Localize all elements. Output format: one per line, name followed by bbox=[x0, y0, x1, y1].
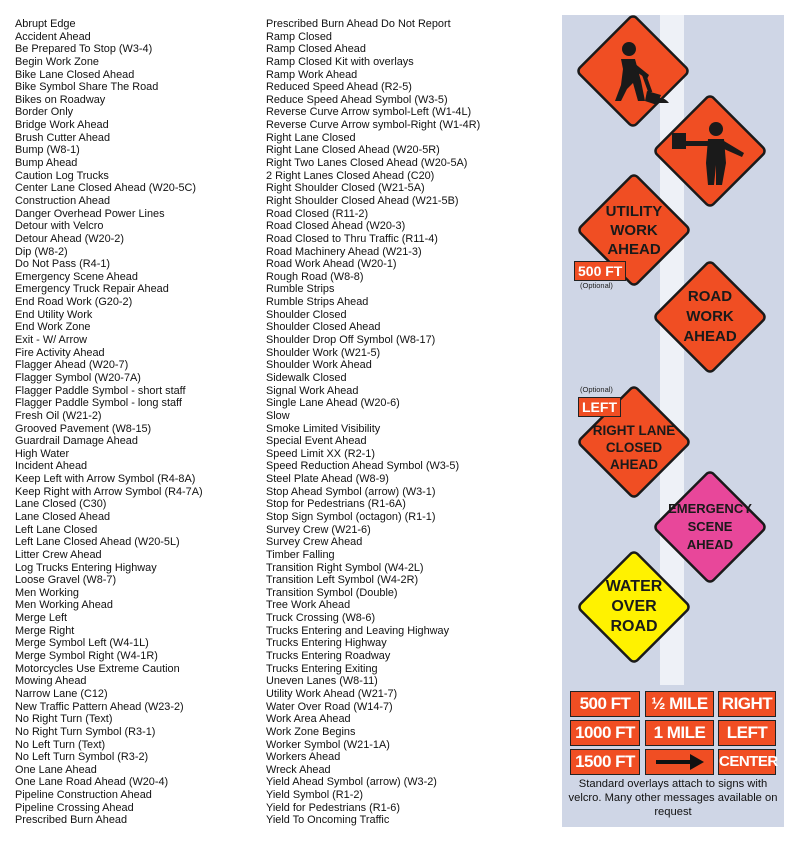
sign-list-item: Right Lane Closed bbox=[266, 131, 356, 144]
sign-list-item: No Left Turn Symbol (R3-2) bbox=[15, 751, 149, 764]
sign-list-item: Survey Crew Ahead bbox=[266, 536, 363, 549]
direction-tag-left: LEFT bbox=[578, 397, 621, 417]
sign-list-item: Fire Activity Ahead bbox=[15, 346, 105, 359]
plate-500ft: 500 FT bbox=[570, 691, 640, 717]
emergency-line-3: AHEAD bbox=[686, 537, 734, 552]
sign-list-item: Bridge Work Ahead bbox=[15, 119, 109, 132]
sign-list-item: Utility Work Ahead (W21-7) bbox=[266, 687, 398, 700]
sign-list-item: Tree Work Ahead bbox=[266, 599, 351, 612]
plate-1500ft: 1500 FT bbox=[570, 749, 640, 775]
sign-list-item: Yield for Pedestrians (R1-6) bbox=[266, 801, 400, 814]
road-work-line-1: ROAD bbox=[687, 288, 733, 305]
sign-list-item: Survey Crew (W21-6) bbox=[266, 523, 371, 536]
sign-list-item: Ramp Closed Kit with overlays bbox=[266, 55, 414, 68]
sign-list-item: Uneven Lanes (W8-11) bbox=[266, 675, 378, 688]
sign-list-item: Shoulder Closed Ahead bbox=[266, 321, 381, 334]
sign-list-item: Road Closed Ahead (W20-3) bbox=[266, 220, 406, 233]
sign-list-item: Speed Limit XX (R2-1) bbox=[266, 447, 375, 460]
sign-list-item: One Lane Ahead bbox=[15, 763, 97, 776]
sign-list-item: New Traffic Pattern Ahead (W23-2) bbox=[15, 700, 184, 713]
sign-list-item: Work Zone Begins bbox=[266, 725, 356, 738]
road-work-ahead-sign bbox=[648, 255, 772, 379]
sign-list-column-1 bbox=[15, 18, 203, 827]
sign-list-item: Brush Cutter Ahead bbox=[15, 131, 111, 144]
sign-list-item: Ramp Closed bbox=[266, 30, 332, 43]
sign-list-item: Reduce Speed Ahead Symbol (W3-5) bbox=[266, 93, 448, 106]
sign-list-item: Trucks Entering Roadway bbox=[266, 650, 391, 663]
sign-list-item: Flagger Paddle Symbol - short staff bbox=[15, 384, 186, 397]
plate-left: LEFT bbox=[718, 720, 776, 746]
utility-line-1: UTILITY bbox=[605, 202, 663, 220]
right-arrow-icon bbox=[646, 750, 713, 774]
sign-list-item: Prescribed Burn Ahead Do Not Report bbox=[266, 18, 451, 30]
sign-list-item: Guardrail Damage Ahead bbox=[15, 435, 138, 448]
water-over-road-sign bbox=[572, 545, 696, 669]
sign-list-item: Narrow Lane (C12) bbox=[15, 687, 108, 700]
sign-list-item: Stop for Pedestrians (R1-6A) bbox=[266, 498, 406, 511]
optional-label-2: (Optional) bbox=[580, 385, 613, 394]
sign-list-item: Road Work Ahead (W20-1) bbox=[266, 258, 397, 271]
sign-list-item: Bikes on Roadway bbox=[15, 93, 106, 106]
sign-list-item: Exit - W/ Arrow bbox=[15, 334, 88, 347]
sign-list-item: Flagger Symbol (W20-7A) bbox=[15, 371, 141, 384]
sign-list-item: Shoulder Drop Off Symbol (W8-17) bbox=[266, 334, 436, 347]
sign-list-item: Timber Falling bbox=[266, 548, 335, 561]
sign-list-item: Bump (W8-1) bbox=[15, 144, 80, 157]
sign-list-item: Detour Ahead (W20-2) bbox=[15, 232, 124, 245]
water-line-2: OVER bbox=[611, 598, 657, 615]
sign-list-item: Single Lane Ahead (W20-6) bbox=[266, 397, 400, 410]
sign-list-item: Shoulder Closed bbox=[266, 308, 347, 321]
water-line-3: ROAD bbox=[610, 618, 658, 635]
sign-list-item: Yield To Oncoming Traffic bbox=[266, 814, 390, 827]
sign-list-item: Shoulder Work Ahead bbox=[266, 359, 372, 372]
sign-list-item: Smoke Limited Visibility bbox=[266, 422, 381, 435]
sign-list-item: Left Lane Closed Ahead (W20-5L) bbox=[15, 536, 180, 549]
sign-list-column-2 bbox=[266, 18, 480, 827]
sign-list-item: Pipeline Construction Ahead bbox=[15, 789, 152, 802]
sign-list-item: Lane Closed (C30) bbox=[15, 498, 107, 511]
sign-list-item: Mowing Ahead bbox=[15, 675, 87, 688]
sign-list-item: Loose Gravel (W8-7) bbox=[15, 574, 117, 587]
sign-list-item: Merge Symbol Right (W4-1R) bbox=[15, 650, 158, 663]
sign-list-item: High Water bbox=[15, 447, 70, 460]
sign-list-item: Prescribed Burn Ahead bbox=[15, 814, 128, 827]
sign-list-item: Be Prepared To Stop (W3-4) bbox=[15, 43, 153, 56]
sign-list-item: Bike Lane Closed Ahead bbox=[15, 68, 135, 81]
sign-list-item: Truck Crossing (W8-6) bbox=[266, 612, 376, 625]
sign-list-item: Sidewalk Closed bbox=[266, 371, 347, 384]
sign-list-item: Road Closed to Thru Traffic (R11-4) bbox=[266, 232, 438, 245]
sign-list-item: Wreck Ahead bbox=[266, 763, 331, 776]
right-lane-line-1: RIGHT LANE bbox=[592, 422, 676, 438]
sign-list-item: Incident Ahead bbox=[15, 460, 88, 473]
sign-list-item: Bike Symbol Share The Road bbox=[15, 81, 159, 94]
sign-list-item: End Utility Work bbox=[15, 308, 93, 321]
sign-list-item: Stop Ahead Symbol (arrow) (W3-1) bbox=[266, 485, 436, 498]
sign-list-item: Reverse Curve Arrow symbol-Right (W1-4R) bbox=[266, 119, 481, 132]
sign-list-item: Do Not Pass (R4-1) bbox=[15, 258, 111, 271]
sign-list-item: Right Shoulder Closed Ahead (W21-5B) bbox=[266, 194, 459, 207]
sign-list-item: Worker Symbol (W21-1A) bbox=[266, 738, 390, 751]
sign-list-item: No Left Turn (Text) bbox=[15, 738, 106, 751]
water-line-1: WATER bbox=[605, 578, 663, 595]
sign-list-item: Transition Symbol (Double) bbox=[266, 586, 398, 599]
sign-list-item: Yield Symbol (R1-2) bbox=[266, 789, 364, 802]
sign-list-item: Trucks Entering Exiting bbox=[266, 662, 378, 675]
sign-list-item: Ramp Closed Ahead bbox=[266, 43, 366, 56]
sign-list-item: Motorcycles Use Extreme Caution bbox=[15, 662, 180, 675]
emergency-line-2: SCENE bbox=[687, 519, 733, 534]
sign-list-item: Emergency Truck Repair Ahead bbox=[15, 283, 169, 296]
right-lane-line-2: CLOSED bbox=[605, 439, 663, 455]
sign-list-item: Steel Plate Ahead (W8-9) bbox=[266, 473, 389, 486]
overlay-note: Standard overlays attach to signs with velcro. Many other messages available on request bbox=[568, 778, 778, 818]
sign-list-item: Signal Work Ahead bbox=[266, 384, 359, 397]
sign-list-item: Special Event Ahead bbox=[266, 435, 367, 448]
utility-line-2: WORK bbox=[610, 221, 658, 239]
sign-list-item: Rough Road (W8-8) bbox=[266, 270, 364, 283]
sign-list-item: One Lane Road Ahead (W20-4) bbox=[15, 776, 169, 789]
sign-list-item: Accident Ahead bbox=[15, 30, 91, 43]
plate-center: CENTER bbox=[718, 749, 776, 775]
sign-list-item: Flagger Paddle Symbol - long staff bbox=[15, 397, 182, 410]
sign-list-item: Work Area Ahead bbox=[266, 713, 351, 726]
sign-list-item: Workers Ahead bbox=[266, 751, 341, 764]
distance-tag-500ft: 500 FT bbox=[574, 261, 626, 281]
sign-list-item: 2 Right Lanes Closed Ahead (C20) bbox=[266, 169, 435, 182]
sign-list-item: Keep Right with Arrow Symbol (R4-7A) bbox=[15, 485, 203, 498]
sign-list-item: No Right Turn (Text) bbox=[15, 713, 113, 726]
optional-label: (Optional) bbox=[580, 281, 613, 290]
sign-list-item: Right Two Lanes Closed Ahead (W20-5A) bbox=[266, 157, 468, 170]
plate-arrow bbox=[645, 749, 714, 775]
sign-list-item: Yield Ahead Symbol (arrow) (W3-2) bbox=[266, 776, 437, 789]
sign-list-item: Ramp Work Ahead bbox=[266, 68, 358, 81]
sign-list-item: Pipeline Crossing Ahead bbox=[15, 801, 134, 814]
emergency-line-1: EMERGENCY bbox=[668, 501, 752, 516]
sign-list-item: End Road Work (G20-2) bbox=[15, 296, 133, 309]
sign-list-item: Begin Work Zone bbox=[15, 55, 99, 68]
sign-list-item: Stop Sign Symbol (octagon) (R1-1) bbox=[266, 510, 436, 523]
road-work-line-3: AHEAD bbox=[683, 328, 737, 345]
sign-list-item: Litter Crew Ahead bbox=[15, 548, 102, 561]
sign-list-item: Rumble Strips Ahead bbox=[266, 296, 369, 309]
sign-list-item: Right Lane Closed Ahead (W20-5R) bbox=[266, 144, 440, 157]
sign-list-item: Reverse Curve Arrow symbol-Left (W1-4L) bbox=[266, 106, 472, 119]
sign-list-item: Lane Closed Ahead bbox=[15, 510, 111, 523]
sign-list-item: End Work Zone bbox=[15, 321, 91, 334]
sign-list-item: No Right Turn Symbol (R3-1) bbox=[15, 725, 156, 738]
sign-list-item: Rumble Strips bbox=[266, 283, 335, 296]
sign-list-item: Caution Log Trucks bbox=[15, 169, 109, 182]
sign-list-item: Reduced Speed Ahead (R2-5) bbox=[266, 81, 412, 94]
sign-list-item: Trucks Entering and Leaving Highway bbox=[266, 624, 450, 637]
plate-1000ft: 1000 FT bbox=[570, 720, 640, 746]
sign-list-item: Right Shoulder Closed (W21-5A) bbox=[266, 182, 425, 195]
sign-list-item: Grooved Pavement (W8-15) bbox=[15, 422, 152, 435]
sign-list-item: Merge Right bbox=[15, 624, 75, 637]
sign-list-item: Abrupt Edge bbox=[15, 18, 76, 30]
sign-list-item: Center Lane Closed Ahead (W20-5C) bbox=[15, 182, 197, 195]
sign-list-item: Merge Left bbox=[15, 612, 68, 625]
sign-list-item: Transition Right Symbol (W4-2L) bbox=[266, 561, 424, 574]
right-lane-line-3: AHEAD bbox=[609, 456, 658, 472]
sign-list-item: Emergency Scene Ahead bbox=[15, 270, 138, 283]
sign-list-item: Shoulder Work (W21-5) bbox=[266, 346, 381, 359]
plate-half-mile: ½ MILE bbox=[645, 691, 714, 717]
sign-list-item: Transition Left Symbol (W4-2R) bbox=[266, 574, 419, 587]
sign-list-item: Danger Overhead Power Lines bbox=[15, 207, 165, 220]
sign-list-item: Fresh Oil (W21-2) bbox=[15, 409, 102, 422]
sign-list-item: Flagger Ahead (W20-7) bbox=[15, 359, 129, 372]
utility-line-3: AHEAD bbox=[607, 240, 661, 258]
sign-list-item: Left Lane Closed bbox=[15, 523, 98, 536]
plate-right: RIGHT bbox=[718, 691, 776, 717]
sign-list-item: Trucks Entering Highway bbox=[266, 637, 387, 650]
sign-list-item: Log Trucks Entering Highway bbox=[15, 561, 157, 574]
sign-list-item: Detour with Velcro bbox=[15, 220, 104, 233]
sign-list-item: Dip (W8-2) bbox=[15, 245, 68, 258]
sign-list-item: Border Only bbox=[15, 106, 74, 119]
sign-list-item: Slow bbox=[266, 409, 290, 422]
sign-list-item: Merge Symbol Left (W4-1L) bbox=[15, 637, 149, 650]
sign-list-item: Road Closed (R11-2) bbox=[266, 207, 369, 220]
sign-list-item: Speed Reduction Ahead Symbol (W3-5) bbox=[266, 460, 460, 473]
road-work-line-2: WORK bbox=[686, 308, 734, 325]
sign-list-item: Water Over Road (W14-7) bbox=[266, 700, 393, 713]
sign-list-item: Keep Left with Arrow Symbol (R4-8A) bbox=[15, 473, 196, 486]
plate-1-mile: 1 MILE bbox=[645, 720, 714, 746]
sign-list-item: Construction Ahead bbox=[15, 194, 111, 207]
sign-list-item: Bump Ahead bbox=[15, 157, 78, 170]
sign-list-item: Men Working bbox=[15, 586, 79, 599]
sign-list-item: Men Working Ahead bbox=[15, 599, 113, 612]
sign-list-item: Road Machinery Ahead (W21-3) bbox=[266, 245, 422, 258]
